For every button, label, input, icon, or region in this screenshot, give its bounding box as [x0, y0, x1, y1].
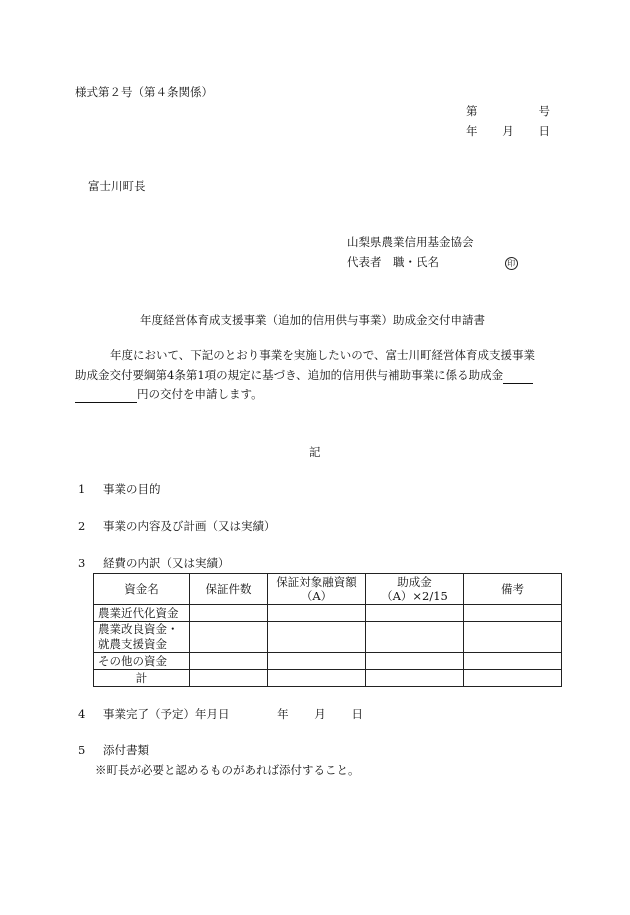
body-line-3 — [75, 386, 263, 403]
table-row — [94, 653, 562, 670]
row-label: 農業近代化資金 — [94, 605, 190, 622]
table-header-row — [94, 574, 562, 605]
section-1-number: 1 — [78, 482, 86, 496]
representative-label: 代表者 職・氏名 — [347, 255, 439, 269]
section-5 — [78, 742, 149, 758]
table-cell[interactable] — [190, 622, 268, 653]
table-cell[interactable] — [268, 653, 366, 670]
section-1 — [78, 481, 160, 497]
body-line-2 — [75, 367, 533, 384]
section-5-number: 5 — [78, 743, 86, 757]
body-line-1: 年度において、下記のとおり事業を実施したいので、富士川町経営体育成支援事業 — [110, 348, 536, 362]
table-cell[interactable] — [366, 670, 464, 687]
grant-amount-blank-2[interactable] — [75, 386, 137, 403]
header-guarantee-count: 保証件数 — [190, 574, 268, 605]
section-3-number: 3 — [78, 556, 86, 570]
row-label: その他の資金 — [94, 653, 190, 670]
table-cell[interactable] — [464, 670, 562, 687]
table-row — [94, 622, 562, 653]
ki-heading: 記 — [309, 445, 321, 459]
table-cell[interactable] — [268, 622, 366, 653]
section-4-label: 事業完了（予定）年月日 — [102, 707, 230, 721]
body-line-2-text: 助成金交付要綱第4条第1項の規定に基づき、追加的信用供与補助事業に係る助成金 — [75, 368, 504, 382]
date-label-day: 日 — [538, 124, 550, 138]
header-fund-name: 資金名 — [94, 574, 190, 605]
completion-year-label: 年 — [277, 707, 289, 721]
expense-table — [93, 573, 562, 687]
table-cell[interactable] — [366, 653, 464, 670]
table-cell[interactable] — [268, 605, 366, 622]
table-cell[interactable] — [464, 653, 562, 670]
table-row — [94, 605, 562, 622]
table-cell[interactable] — [366, 622, 464, 653]
document-title: 年度経営体育成支援事業（追加的信用供与事業）助成金交付申請書 — [140, 313, 485, 327]
row-label: 農業改良資金・ 就農支援資金 — [94, 622, 190, 653]
doc-number-label-go: 号 — [538, 104, 550, 118]
section-4-number: 4 — [78, 707, 86, 721]
seal-mark: 印 — [505, 257, 518, 270]
section-3 — [78, 555, 229, 571]
attachment-note: ※町長が必要と認めるものがあれば添付すること。 — [95, 763, 360, 777]
table-row-total — [94, 670, 562, 687]
completion-month-label: 月 — [314, 707, 326, 721]
section-3-label: 経費の内訳（又は実績） — [102, 556, 230, 570]
body-line-3-text: 円の交付を申請します。 — [137, 387, 263, 401]
table-cell[interactable] — [190, 670, 268, 687]
header-guaranteed-loan-amount: 保証対象融資額 （A） — [268, 574, 366, 605]
table-cell[interactable] — [464, 622, 562, 653]
section-2 — [78, 518, 275, 534]
date-label-year: 年 — [466, 124, 478, 138]
grant-amount-blank-1[interactable] — [503, 367, 533, 384]
applicant-representative — [347, 254, 518, 270]
document-number — [466, 103, 550, 143]
table-cell[interactable] — [190, 605, 268, 622]
section-4 — [78, 706, 363, 722]
table-cell[interactable] — [268, 670, 366, 687]
table-cell[interactable] — [464, 605, 562, 622]
completion-day-label: 日 — [351, 707, 363, 721]
date-label-month: 月 — [502, 124, 514, 138]
section-1-label: 事業の目的 — [102, 482, 161, 496]
header-remarks: 備考 — [464, 574, 562, 605]
row-label-total: 計 — [94, 670, 190, 687]
doc-number-label-dai: 第 — [466, 104, 478, 118]
table-cell[interactable] — [366, 605, 464, 622]
table-cell[interactable] — [190, 653, 268, 670]
applicant-organization: 山梨県農業信用基金協会 — [347, 235, 474, 249]
section-5-label: 添付書類 — [102, 743, 149, 757]
section-2-label: 事業の内容及び計画（又は実績） — [102, 519, 276, 533]
header-grant: 助成金 （A）×2/15 — [366, 574, 464, 605]
form-number: 様式第２号（第４条関係） — [75, 85, 213, 99]
section-2-number: 2 — [78, 519, 86, 533]
addressee: 富士川町長 — [88, 179, 146, 193]
